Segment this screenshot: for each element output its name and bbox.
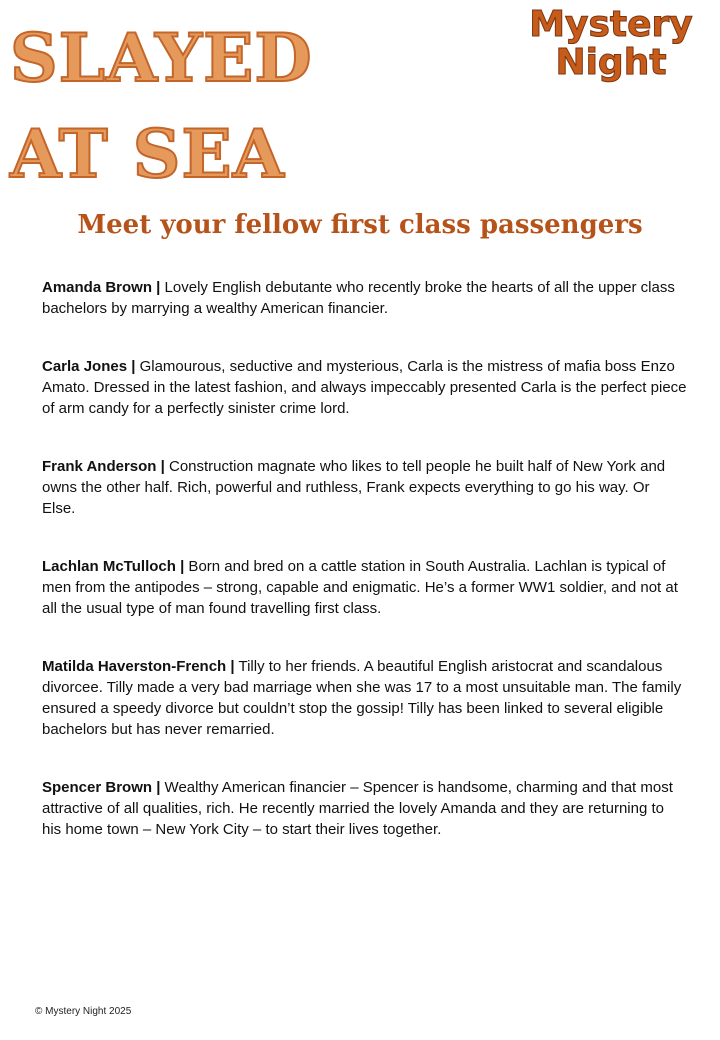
passenger-name: Spencer Brown | xyxy=(42,779,161,796)
passenger-entry xyxy=(42,277,687,319)
passenger-entry xyxy=(42,556,687,619)
passenger-name: Frank Anderson | xyxy=(42,458,165,475)
passenger-description: Born and bred on a cattle station in South Australia. Lachlan is typical of men from the antipodes – strong, capable and enigmatic. He’s a former WW1 soldier, and not at all the usual type of man found travelling first class. xyxy=(42,558,678,617)
passenger-name: Carla Jones | xyxy=(42,358,136,375)
passenger-entry xyxy=(42,456,687,519)
passenger-description: Tilly to her friends. A beautiful English aristocrat and scandalous divorcee. Tilly made a very bad marriage when she was 17 to a most unsuitable man. The family ensured a speedy divorce but couldn’t stop the gossip! Tilly has been linked to several eligible bachelors but has never remarried. xyxy=(42,658,682,738)
copyright-footer: © Mystery Night 2025 xyxy=(35,1006,132,1017)
passenger-entry xyxy=(42,356,687,419)
passenger-entry xyxy=(42,656,687,740)
passenger-entry xyxy=(42,777,687,840)
passenger-name: Amanda Brown | xyxy=(42,279,161,296)
passenger-description: Lovely English debutante who recently broke the hearts of all the upper class bachelors by marrying a wealthy American financier. xyxy=(42,279,675,317)
title-line-2: AT SEA xyxy=(10,115,285,193)
brand-logo xyxy=(516,6,706,82)
passenger-name: Lachlan McTulloch | xyxy=(42,558,185,575)
passenger-description: Glamourous, seductive and mysterious, Carla is the mistress of mafia boss Enzo Amato. Dressed in the latest fashion, and always impeccably presented Carla is the perfect piece of arm candy for a perfectly sinister crime lord. xyxy=(42,358,687,417)
title-line-1: SLAYED xyxy=(10,19,313,97)
brand-line-2: Night xyxy=(555,42,667,83)
passenger-description: Construction magnate who likes to tell people he built half of New York and owns the other half. Rich, powerful and ruthless, Frank expects everything to go his way. Or Else. xyxy=(42,458,666,517)
passenger-list xyxy=(42,277,687,877)
page-subtitle: Meet your fellow first class passengers xyxy=(77,210,643,240)
passenger-description: Wealthy American financier – Spencer is handsome, charming and that most attractive of all qualities, rich. He recently married the lovely Amanda and they are returning to his home town – New York City – to start their lives together. xyxy=(42,779,673,838)
brand-line-1: Mystery xyxy=(529,4,693,45)
passenger-name: Matilda Haverston-French | xyxy=(42,658,235,675)
